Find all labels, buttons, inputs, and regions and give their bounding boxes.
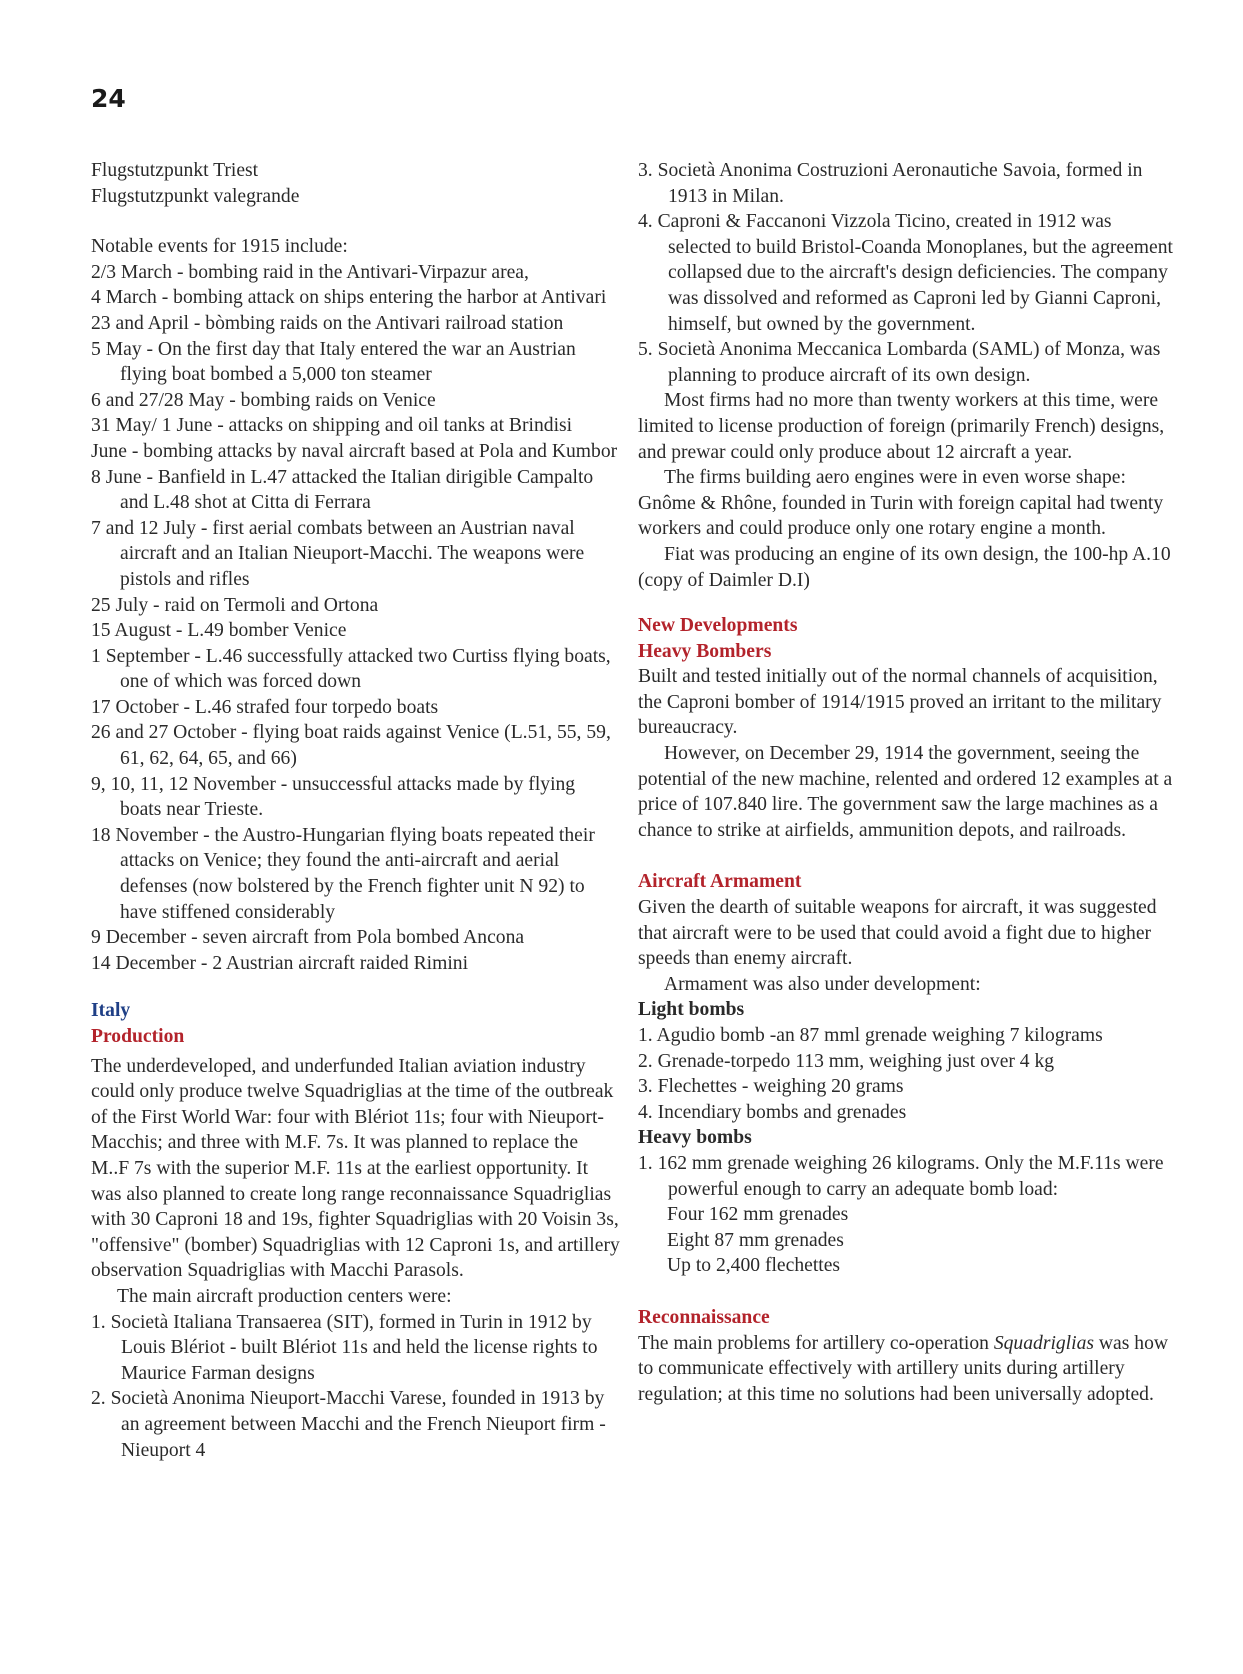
production-paragraph: The main aircraft production centers were:	[117, 1285, 452, 1307]
events-intro: Notable events for 1915 include:	[91, 236, 348, 258]
event-item: 1 September - L.46 successfully attacked two Curtiss flying boats, one of which was forced down	[91, 645, 611, 693]
page-number: 24	[91, 84, 126, 113]
event-item: 9, 10, 11, 12 November - unsuccessful attacks made by flying boats near Trieste.	[91, 773, 576, 821]
recon-text-end: was how to communicate effectively with artillery units during artillery regulation; at this time no solutions had been universally adopted.	[638, 1332, 1169, 1405]
event-item: 8 June - Banfield in L.47 attacked the Italian dirigible Campalto and L.48 shot at Citta di Ferrara	[91, 466, 594, 514]
engines-paragraph: The firms building aero engines were in even worse shape: Gnôme & Rhône, founded in Turin with foreign capital had twenty workers and could produce only one rotary engine a month.	[638, 467, 1164, 540]
left-column	[91, 158, 621, 1463]
light-bomb-item: 1. Agudio bomb -an 87 mml grenade weighing 7 kilograms	[638, 1025, 1103, 1046]
event-item: 7 and 12 July - first aerial combats between an Austrian naval aircraft and an Italian Nieuport-Macchi. The weapons were pistols and rifles	[91, 517, 585, 590]
event-item: 9 December - seven aircraft from Pola bombed Ancona	[91, 927, 525, 949]
production-center-item: 4. Caproni & Faccanoni Vizzola Ticino, created in 1912 was selected to build Bristol-Coanda Monoplanes, but the agreement collapsed due to the aircraft's design deficiencies. The company was dissolved and reformed as Caproni led by Gianni Caproni, himself, but owned by the government.	[638, 211, 1173, 335]
event-item: 15 August - L.49 bomber Venice	[91, 620, 347, 642]
base-line: Flugstutzpunkt Triest	[91, 160, 259, 181]
event-item: 23 and April - bòmbing raids on the Antivari railroad station	[91, 312, 564, 334]
production-paragraph: The underdeveloped, and underfunded Italian aviation industry could only produce twelve Squadriglias at the time of the outbreak of the First World War: four with Blériot 11s; four with Nieuport-Macchis; and three with M.F. 7s. It was planned to replace the M..F 7s with the superior M.F. 11s at the earliest opportunity. It was also planned to create long range reconnaissance Squadriglias with 30 Caproni 18 and 19s, fighter Squadriglias with 20 Voisin 3s, "offensive" (bomber) Squadriglias with 12 Caproni 1s, and artillery observation Squadriglias with Macchi Parasols.	[91, 1055, 620, 1282]
bomb-load-item: Up to 2,400 flechettes	[667, 1255, 841, 1277]
italy-heading: Italy	[91, 1000, 131, 1022]
bomb-load-item: Four 162 mm grenades	[667, 1204, 849, 1226]
production-center-item: 1. Società Italiana Transaerea (SIT), formed in Turin in 1912 by Louis Blériot - built Blériot 11s and held the license rights to Maurice Farman designs	[91, 1311, 598, 1384]
heavy-bombers-paragraph: Built and tested initially out of the normal channels of acquisition, the Caproni bomber of 1914/1915 proved an irritant to the military bureaucracy.	[638, 666, 1162, 739]
event-item: 6 and 27/28 May - bombing raids on Venice	[91, 389, 436, 411]
new-developments-heading: New Developments	[638, 615, 798, 637]
event-item: 17 October - L.46 strafed four torpedo boats	[91, 696, 439, 718]
event-item: 2/3 March - bombing raid in the Antivari-Virpazur area,	[91, 261, 529, 283]
light-bomb-item: 3. Flechettes - weighing 20 grams	[638, 1076, 904, 1098]
event-item: 31 May/ 1 June - attacks on shipping and oil tanks at Brindisi	[91, 415, 573, 437]
reconnaissance-paragraph	[638, 1331, 1178, 1408]
heavy-bombers-paragraph: However, on December 29, 1914 the government, seeing the potential of the new machine, relented and ordered 12 examples at a price of 107.840 lire. The government saw the large machines as a chance to strike at airfields, ammunition depots, and railroads.	[638, 743, 1173, 841]
production-center-item: 5. Società Anonima Meccanica Lombarda (SAML) of Monza, was planning to produce aircraft of its own design.	[638, 339, 1161, 386]
recon-text-italic: Squadriglias	[993, 1332, 1094, 1354]
light-bomb-item: 4. Incendiary bombs and grenades	[638, 1101, 907, 1123]
event-item: 25 July - raid on Termoli and Ortona	[91, 594, 379, 616]
heavy-bombs-label: Heavy bombs	[638, 1127, 752, 1149]
fiat-paragraph: Fiat was producing an engine of its own design, the 100-hp A.10 (copy of Daimler D.I)	[638, 543, 1171, 591]
event-item: 5 May - On the first day that Italy entered the war an Austrian flying boat bombed a 5,000 ton steamer	[91, 338, 576, 386]
light-bombs-label: Light bombs	[638, 999, 745, 1021]
firms-paragraph: Most firms had no more than twenty workers at this time, were limited to license production of foreign (primarily French) designs, and prewar could only produce about 12 aircraft a year.	[638, 390, 1165, 463]
right-column	[638, 158, 1178, 1407]
heavy-bombers-heading: Heavy Bombers	[638, 640, 772, 662]
production-heading: Production	[91, 1026, 185, 1047]
light-bomb-item: 2. Grenade-torpedo 113 mm, weighing just over 4 kg	[638, 1050, 1055, 1072]
event-item: 26 and 27 October - flying boat raids against Venice (L.51, 55, 59, 61, 62, 64, 65, and 66)	[91, 722, 611, 770]
armament-paragraph: Given the dearth of suitable weapons for aircraft, it was suggested that aircraft were to be used that could avoid a fight due to higher speeds than enemy aircraft.	[638, 897, 1157, 970]
event-item: 4 March - bombing attack on ships entering the harbor at Antivari	[91, 287, 607, 309]
reconnaissance-heading: Reconnaissance	[638, 1306, 770, 1328]
event-item: June - bombing attacks by naval aircraft based at Pola and Kumbor	[91, 440, 618, 462]
production-center-item: 3. Società Anonima Costruzioni Aeronautiche Savoia, formed in 1913 in Milan.	[638, 160, 1143, 207]
event-item: 18 November - the Austro-Hungarian flying boats repeated their attacks on Venice; they found the anti-aircraft and aerial defenses (now bolstered by the French fighter unit N 92) to have stiffened considerably	[91, 824, 595, 923]
recon-text-start: The main problems for artillery co-operation	[638, 1332, 994, 1354]
heavy-bomb-item: 1. 162 mm grenade weighing 26 kilograms. Only the M.F.11s were powerful enough to carry an adequate bomb load:	[638, 1152, 1164, 1200]
aircraft-armament-heading: Aircraft Armament	[638, 871, 802, 893]
armament-paragraph: Armament was also under development:	[664, 973, 981, 995]
event-item: 14 December - 2 Austrian aircraft raided Rimini	[91, 952, 469, 974]
bomb-load-item: Eight 87 mm grenades	[667, 1229, 844, 1251]
events-list	[91, 260, 621, 977]
base-line: Flugstutzpunkt valegrande	[91, 185, 300, 207]
production-center-item: 2. Società Anonima Nieuport-Macchi Varese, founded in 1913 by an agreement between Macchi and the French Nieuport firm - Nieuport 4	[91, 1388, 606, 1461]
